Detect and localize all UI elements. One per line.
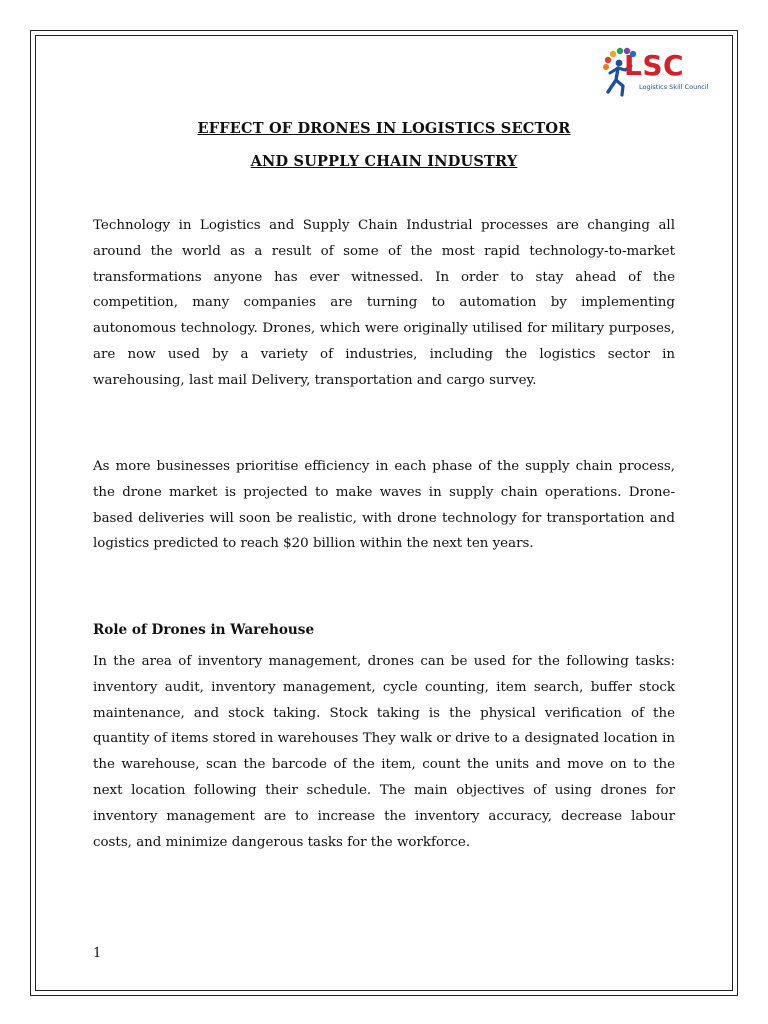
document-title-line-1: EFFECT OF DRONES IN LOGISTICS SECTOR: [197, 120, 571, 137]
logo-brand: LSC: [624, 49, 685, 82]
paragraph-warehouse: In the area of inventory management, drones can be used for the following tasks: inventory audit, inventory management, cycle counting, item search, buffer stock maintenance, and stock taking. Stock taking is the physical verification of the quantity of items stored in warehouses They walk or drive to a designated location in the warehouse, scan the barcode of the item, count the units and move on to the next location following their schedule. The main objectives of using drones for inventory management are to increase the inventory accuracy, decrease labour costs, and minimize dangerous tasks for the workforce.: [93, 654, 675, 850]
logo-tagline: Logistics Skill Council: [639, 83, 709, 91]
section-heading: Role of Drones in Warehouse: [93, 622, 315, 638]
document-title-line-2: AND SUPPLY CHAIN INDUSTRY: [250, 153, 518, 170]
paragraph-intro: Technology in Logistics and Supply Chain Industrial processes are changing all around the world as a result of some of the most rapid technology-to-market transformations anyone has ever witnessed. In order to stay ahead of the competition, many companies are turning to automation by implementing autonomous technology. Drones, which were originally utilised for military purposes, are now used by a variety of industries, including the logistics sector in warehousing, last mail Delivery, transportation and cargo survey.: [93, 218, 675, 388]
paragraph-market: As more businesses prioritise efficiency in each phase of the supply chain process, the drone market is projected to make waves in supply chain operations. Drone-based deliveries will soon be realistic, with drone technology for transportation and logistics predicted to reach $20 billion within the next ten years.: [93, 459, 675, 552]
page-number: 1: [93, 946, 102, 961]
